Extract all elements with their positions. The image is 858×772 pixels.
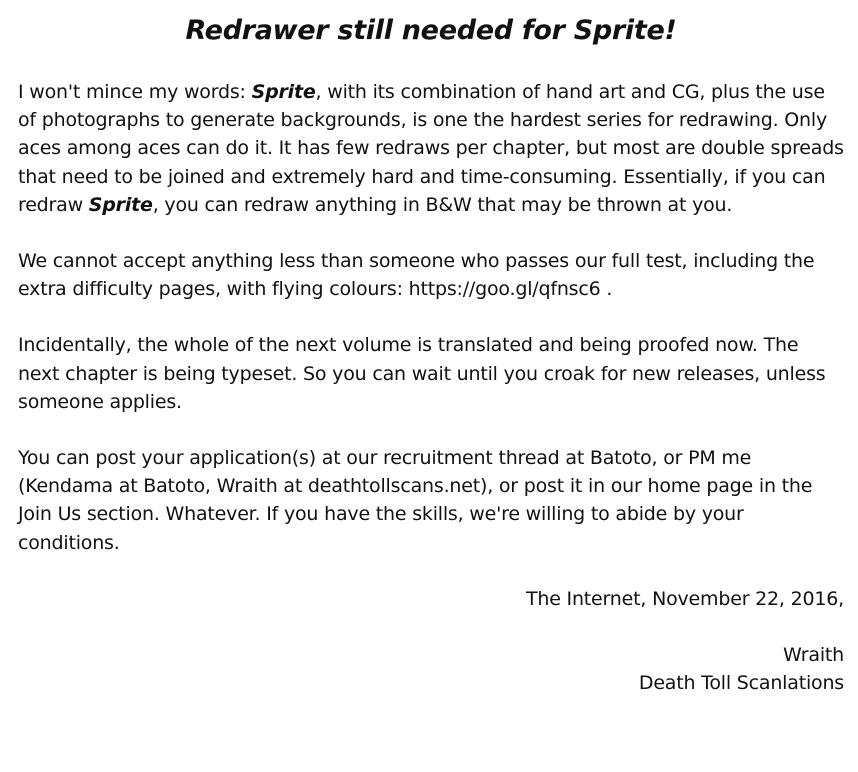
paragraph-intro-text-3: , you can redraw anything in B&W that may be thrown at you. (152, 193, 733, 216)
paragraph-intro-text-2: , with its combination of hand art and CG, plus the use of photographs to generate backgrounds, is one the hardest series for redrawing. Only aces among aces can do it. It has few redraws per chapter, but most are double spreads that need to be joined and extremely hard and time-consuming. Essentially, if you can redraw (18, 81, 844, 216)
series-name-emphasis: Sprite (88, 193, 153, 216)
paragraph-intro-text-1: I won't mince my words: (18, 81, 252, 103)
paragraph-volume-status: Incidentally, the whole of the next volume is translated and being proofed now. The next chapter is being typeset. So you can wait until you croak for new releases, unless someone applies. (18, 334, 826, 413)
paragraph-application: You can post your application(s) at our recruitment thread at Batoto, or PM me (Kendama at Batoto, Wraith at deathtollscans.net), or post it in our home page in the Join Us section. Whatever. If you have the skills, we're willing to abide by your conditions. (18, 447, 813, 554)
document-title: Redrawer still needed for Sprite! (185, 15, 677, 46)
signature-group: Death Toll Scanlations (638, 672, 844, 695)
signature-name: Wraith (783, 644, 844, 667)
paragraph-intro (18, 78, 844, 219)
series-name-emphasis: Sprite (251, 81, 316, 103)
dateline: The Internet, November 22, 2016, (525, 587, 844, 610)
paragraph-test-requirement: We cannot accept anything less than someone who passes our full test, including the extra difficulty pages, with flying colours: https://goo.gl/qfnsc6 . (18, 250, 815, 301)
